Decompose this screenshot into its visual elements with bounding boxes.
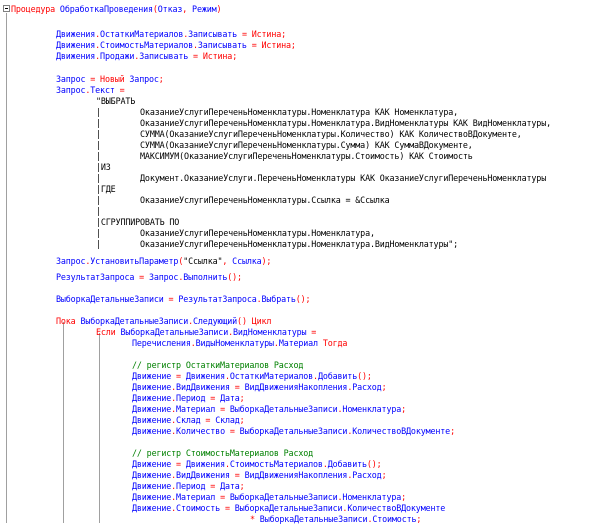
code-token: |ИЗ <box>96 162 111 172</box>
code-token: . <box>347 470 353 480</box>
code-token: ВидДвиженияНакопления <box>244 382 348 392</box>
code-token: Дата <box>220 481 240 491</box>
code-token: ВыборкаДетальныеЗаписи <box>56 294 169 304</box>
code-token: . <box>273 338 279 348</box>
code-line[interactable] <box>96 173 546 184</box>
code-token: () <box>237 316 252 326</box>
code-token: . <box>224 371 230 381</box>
code-line[interactable] <box>96 217 179 228</box>
code-token: . <box>171 404 177 414</box>
code-token: ВыборкаДетальныеЗаписи <box>229 492 338 502</box>
code-token: "ВЫБРАТЬ <box>96 96 136 106</box>
code-token: . <box>337 492 343 502</box>
code-token: ); <box>261 256 272 266</box>
code-token: = <box>210 393 221 403</box>
code-token: Записывать <box>188 29 242 39</box>
code-token: Перечисления <box>132 338 191 348</box>
code-token: Продажи <box>100 51 135 61</box>
code-token: . <box>171 415 177 425</box>
code-token: Ссылка <box>232 256 262 266</box>
code-token: ВыборкаДетальныеЗаписи <box>259 514 368 524</box>
code-line[interactable] <box>132 459 382 470</box>
code-token: = <box>90 74 101 84</box>
code-token: * <box>250 514 260 524</box>
code-token: . <box>313 371 318 381</box>
code-token: = <box>234 470 245 480</box>
code-line[interactable] <box>56 51 237 62</box>
code-token: . <box>183 29 189 39</box>
code-token: . <box>347 382 353 392</box>
code-line[interactable] <box>96 327 316 338</box>
code-token: // регистр СтоимостьМатериалов Расход <box>132 448 314 458</box>
code-line[interactable] <box>11 4 221 15</box>
code-line[interactable] <box>56 85 125 96</box>
code-token: . <box>342 503 348 513</box>
code-token: = <box>193 51 203 61</box>
code-token: | ОказаниеУслугиПереченьНоменклатуры.Номенклатура КАК Номенклатура, <box>96 107 459 117</box>
code-line[interactable] <box>96 96 135 107</box>
code-token: Расход <box>352 470 382 480</box>
code-token: ВыборкаДетальныеЗаписи <box>120 327 229 337</box>
code-token: Движение <box>132 459 177 469</box>
code-token: . <box>322 459 328 469</box>
code-token: = <box>119 85 125 95</box>
code-token: Записывать <box>139 51 194 61</box>
code-line[interactable] <box>132 360 303 371</box>
code-token: Номенклатура <box>342 492 402 502</box>
code-token: Движения <box>56 40 96 50</box>
code-token: Количество <box>176 426 230 436</box>
code-token: Расход <box>352 382 382 392</box>
code-line[interactable] <box>250 514 421 525</box>
code-token: (); <box>357 371 372 381</box>
code-line[interactable] <box>96 151 473 162</box>
code-token: ВыборкаДетальныеЗаписи <box>239 426 348 436</box>
code-token: Период <box>176 393 211 403</box>
code-token: // регистр ОстаткиМатериалов Расход <box>132 360 304 370</box>
code-token: ВидДвижения <box>176 382 235 392</box>
code-line[interactable] <box>132 393 245 404</box>
code-token: | СУММА(ОказаниеУслугиПереченьНоменклатуры.Количество) КАК КоличествоВДокументе, <box>96 129 522 139</box>
code-token: "Ссылка" <box>183 256 223 266</box>
code-line[interactable] <box>132 382 386 393</box>
code-token: Выбрать <box>261 294 296 304</box>
code-token: = <box>241 29 252 39</box>
code-token: Добавить <box>327 459 367 469</box>
code-line[interactable] <box>132 492 406 503</box>
code-token: Отказ <box>157 4 183 14</box>
code-token: | СУММА(ОказаниеУслугиПереченьНоменклатуры.Сумма) КАК СуммаВДокументе, <box>96 140 473 150</box>
code-token: ВидДвижения <box>176 470 235 480</box>
code-token: = <box>176 459 186 469</box>
code-token: ; <box>401 404 407 414</box>
code-line[interactable] <box>132 426 455 437</box>
code-token: ВыборкаДетальныеЗаписи <box>80 316 189 326</box>
code-token: . <box>193 40 198 50</box>
code-token: ; <box>381 382 387 392</box>
code-token: | ОказаниеУслугиПереченьНоменклатуры.Ссылка = &Ссылка <box>96 195 390 205</box>
code-token: УстановитьПараметр <box>90 256 179 266</box>
code-token: ; <box>401 492 407 502</box>
code-line[interactable] <box>96 206 101 217</box>
code-token: Пока <box>56 316 81 326</box>
code-token: . <box>224 459 230 469</box>
code-token: Тогда <box>322 338 348 348</box>
code-line[interactable] <box>56 272 242 283</box>
code-line[interactable] <box>96 239 458 250</box>
code-token: , <box>222 256 233 266</box>
code-token: Движение <box>132 404 172 414</box>
code-token: Режим <box>192 4 217 14</box>
code-token: ОстаткиМатериалов <box>229 371 314 381</box>
code-token: = <box>205 415 216 425</box>
code-token: ; <box>239 415 245 425</box>
code-token: Движение <box>132 371 177 381</box>
code-line[interactable] <box>132 404 406 415</box>
code-line[interactable] <box>56 29 286 40</box>
code-token: СтоимостьМатериалов <box>100 40 193 50</box>
code-token: ВидНоменклатуры <box>233 327 312 337</box>
code-token: Истина <box>251 29 282 39</box>
code-token: = <box>176 371 186 381</box>
code-line[interactable] <box>56 74 164 85</box>
code-token: Запрос <box>148 272 179 282</box>
code-token: . <box>85 85 91 95</box>
code-token: Новый <box>100 74 130 84</box>
code-token: Выполнить <box>183 272 228 282</box>
code-token: СтоимостьМатериалов <box>229 459 323 469</box>
code-token: Движения <box>185 459 225 469</box>
code-token: | ОказаниеУслугиПереченьНоменклатуры.Номенклатура, <box>96 228 375 238</box>
code-token: Материал <box>176 492 221 502</box>
code-token: Добавить <box>317 371 358 381</box>
code-token: , <box>182 4 193 14</box>
code-token: Запрос <box>129 74 159 84</box>
code-line[interactable] <box>96 184 116 195</box>
code-token: Стоимость <box>372 514 417 524</box>
code-token: Цикл <box>251 316 272 326</box>
code-token: ) <box>216 4 222 14</box>
code-token: КоличествоВДокументе <box>352 426 451 436</box>
code-token: Склад <box>215 415 240 425</box>
code-token: ; <box>416 514 422 524</box>
code-token: | ОказаниеУслугиПереченьНоменклатуры.Номенклатура.ВидНоменклатуры КАК ВидНоменклатуры, <box>96 118 551 128</box>
code-line[interactable] <box>132 371 372 382</box>
code-line[interactable] <box>132 415 245 426</box>
code-token: Следующий <box>193 316 238 326</box>
code-token: Запрос <box>56 256 86 266</box>
code-token: . <box>134 51 140 61</box>
code-token: ; <box>450 426 455 436</box>
code-token: ; <box>232 51 238 61</box>
loop-guide-line <box>63 322 64 523</box>
code-token: ВыборкаДетальныеЗаписи <box>229 404 338 414</box>
code-token: . <box>95 51 101 61</box>
code-line[interactable] <box>96 118 551 129</box>
code-token: ВидДвиженияНакопления <box>244 470 348 480</box>
code-line[interactable] <box>56 316 271 327</box>
code-token: | МАКСИМУМ(ОказаниеУслугиПереченьНоменклатуры.Стоимость) КАК Стоимость <box>96 151 473 161</box>
code-token: . <box>85 256 91 266</box>
code-token: Текст <box>90 85 120 95</box>
code-token: . <box>171 426 177 436</box>
code-line[interactable] <box>96 195 390 206</box>
code-token: Движение <box>132 481 172 491</box>
code-token: Если <box>96 327 121 337</box>
code-token: |ГДЕ <box>96 184 116 194</box>
code-token: . <box>228 327 234 337</box>
code-token: Движение <box>132 470 172 480</box>
code-token: ; <box>239 481 245 491</box>
code-token: . <box>190 338 196 348</box>
code-token: = <box>210 481 221 491</box>
code-token: . <box>171 492 177 502</box>
code-token: . <box>171 382 177 392</box>
code-line[interactable] <box>132 503 445 514</box>
code-token: . <box>337 404 343 414</box>
code-token: РезультатЗапроса <box>56 272 140 282</box>
code-token: Движение <box>132 382 172 392</box>
code-token: = <box>311 327 317 337</box>
code-token: . <box>347 426 353 436</box>
code-token: . <box>188 316 194 326</box>
code-token: Запрос <box>56 74 91 84</box>
code-token: . <box>367 514 373 524</box>
code-token: Номенклатура <box>342 404 402 414</box>
code-line[interactable] <box>132 448 313 459</box>
code-token: (); <box>227 272 242 282</box>
code-line[interactable] <box>132 338 347 349</box>
code-token: ВыборкаДетальныеЗаписи <box>234 503 343 513</box>
code-token: Процедура <box>11 4 60 14</box>
code-token: Движения <box>185 371 225 381</box>
code-token: Движение <box>132 426 172 436</box>
code-token: = <box>251 40 262 50</box>
code-token: . <box>171 470 177 480</box>
code-token: Движение <box>132 492 172 502</box>
fold-collapse-icon[interactable] <box>3 5 10 12</box>
code-token: ; <box>381 470 387 480</box>
code-token: ; <box>290 40 296 50</box>
code-token: = <box>139 272 149 282</box>
code-token: | ОказаниеУслугиПереченьНоменклатуры.Номенклатура.ВидНоменклатуры"; <box>96 239 459 249</box>
code-token: Истина <box>261 40 291 50</box>
fold-guide-line <box>6 13 7 523</box>
code-token: ; <box>239 393 245 403</box>
code-token: . <box>256 294 262 304</box>
code-token: Запрос <box>56 85 86 95</box>
code-line[interactable] <box>96 129 522 140</box>
code-token: ( <box>178 256 184 266</box>
code-token: Записывать <box>197 40 252 50</box>
code-token: КоличествоВДокументе <box>347 503 446 513</box>
code-token: Материал <box>278 338 323 348</box>
code-token: . <box>171 393 177 403</box>
code-token: (); <box>366 459 382 469</box>
code-token: ; <box>281 29 287 39</box>
code-line[interactable] <box>96 228 375 239</box>
code-token: . <box>95 29 101 39</box>
code-token: ; <box>158 74 164 84</box>
code-line[interactable] <box>132 470 386 481</box>
code-token: Движения <box>56 51 96 61</box>
code-line[interactable] <box>96 162 111 173</box>
code-token: ВидыНоменклатуры <box>195 338 274 348</box>
code-token: = <box>220 404 230 414</box>
code-token: | <box>96 206 101 216</box>
code-token: Движение <box>132 415 172 425</box>
code-token: . <box>171 481 177 491</box>
code-token: = <box>220 492 230 502</box>
code-token: Материал <box>176 404 221 414</box>
code-line[interactable] <box>96 107 458 118</box>
code-token: Период <box>176 481 211 491</box>
code-token: Движение <box>132 393 172 403</box>
code-token: . <box>95 40 101 50</box>
code-token: Движение <box>132 503 172 513</box>
code-token: Стоимость <box>176 503 225 513</box>
code-token: ОстаткиМатериалов <box>100 29 184 39</box>
code-token: = <box>229 426 240 436</box>
code-line[interactable] <box>132 481 245 492</box>
code-token: Движения <box>56 29 96 39</box>
code-token: . <box>178 272 184 282</box>
code-line[interactable] <box>56 40 296 51</box>
code-line[interactable] <box>56 256 271 267</box>
code-token: = <box>234 382 245 392</box>
code-token: РезультатЗапроса <box>178 294 257 304</box>
code-token: = <box>224 503 235 513</box>
code-line[interactable] <box>96 140 473 151</box>
code-token: | Документ.ОказаниеУслуги.ПереченьНоменклатуры КАК ОказаниеУслугиПереченьНоменклатуры <box>96 173 547 183</box>
code-token: |СГРУППИРОВАТЬ ПО <box>96 217 180 227</box>
code-token: ( <box>152 4 158 14</box>
code-token: Склад <box>176 415 206 425</box>
code-token: = <box>168 294 179 304</box>
code-token: . <box>171 503 177 513</box>
code-token: ОбработкаПроведения <box>59 4 153 14</box>
code-token: Истина <box>202 51 233 61</box>
code-token: (); <box>295 294 311 304</box>
code-line[interactable] <box>56 294 310 305</box>
code-token: Дата <box>220 393 240 403</box>
if-guide-line <box>99 333 100 523</box>
